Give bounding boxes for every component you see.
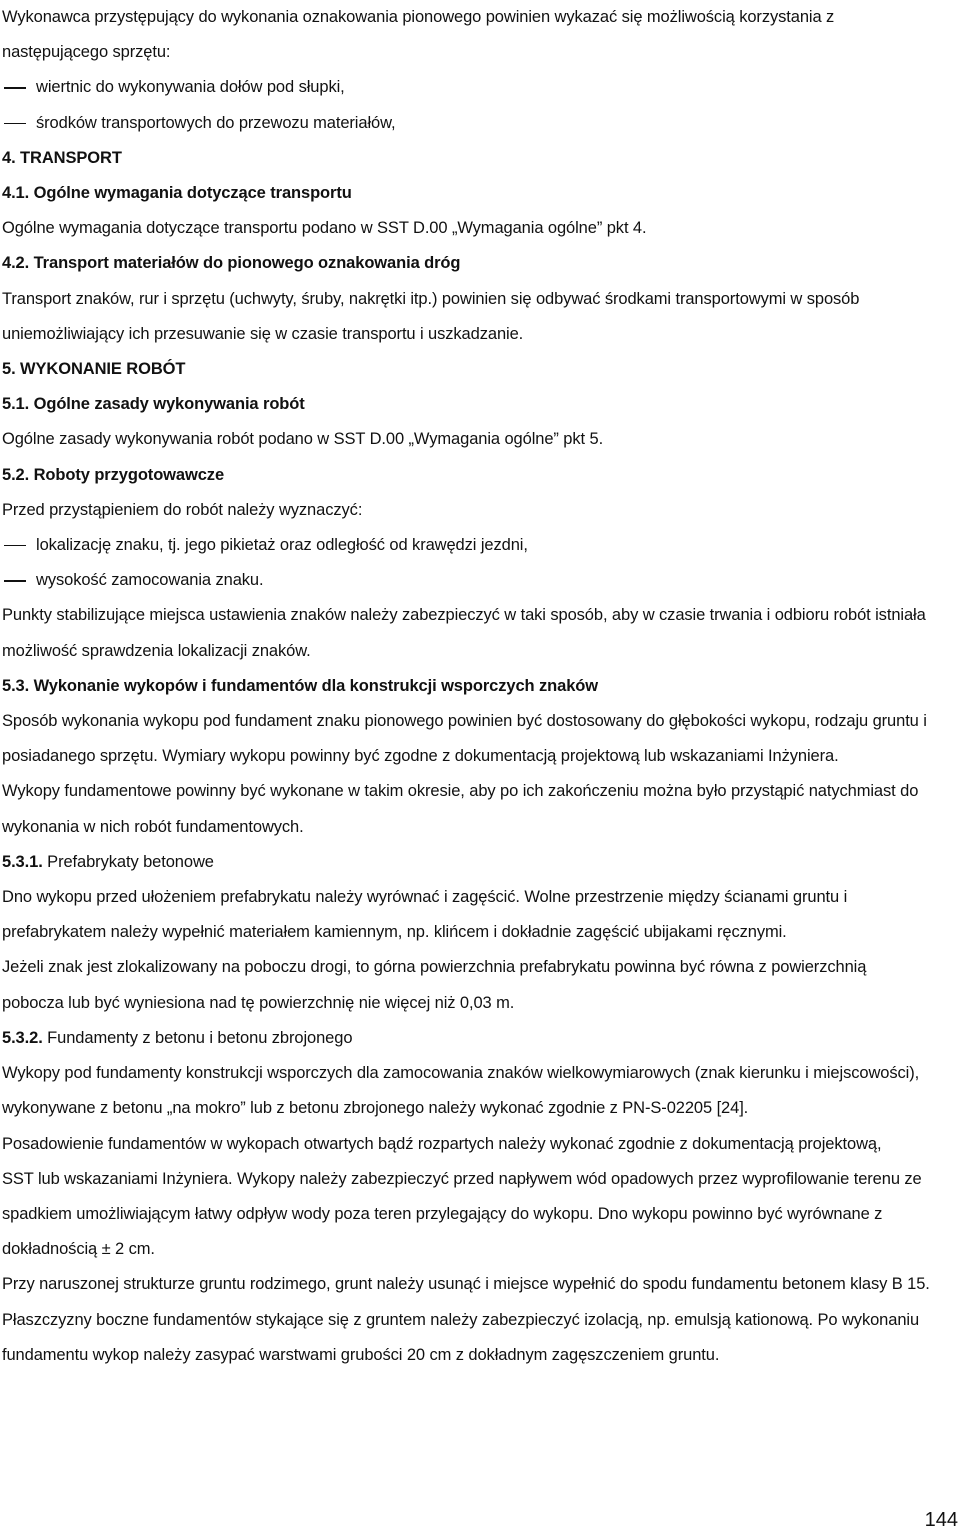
dash-bullet-icon bbox=[4, 580, 26, 581]
list-item-text: lokalizację znaku, tj. jego pikietaż oraz odległość od krawędzi jezdni, bbox=[36, 536, 528, 555]
heading-number: 5.3.1. bbox=[2, 852, 43, 871]
dash-list-item bbox=[2, 563, 957, 598]
paragraph-line: Sposób wykonania wykopu pod fundament znaku pionowego powinien być dostosowany do głębokości wykopu, rodzaju gruntu i bbox=[2, 712, 927, 731]
paragraph-line: uniemożliwiający ich przesuwanie się w czasie transportu i uszkadzanie. bbox=[2, 324, 524, 343]
paragraph-line: Przed przystąpieniem do robót należy wyznaczyć: bbox=[2, 500, 363, 519]
document-body bbox=[2, 0, 957, 1373]
paragraph-line: dokładnością ± 2 cm. bbox=[2, 1240, 155, 1259]
list-item-text: środków transportowych do przewozu materiałów, bbox=[36, 113, 396, 132]
heading-title: Fundamenty z betonu i betonu zbrojonego bbox=[47, 1028, 353, 1047]
heading-number: 5.3.2. bbox=[2, 1028, 43, 1047]
dash-bullet-icon bbox=[4, 123, 26, 124]
paragraph-line: wykonania w nich robót fundamentowych. bbox=[2, 817, 304, 836]
paragraph-line: Jeżeli znak jest zlokalizowany na poboczu drogi, to górna powierzchnia prefabrykatu powinna być równa z powierzchnią bbox=[2, 958, 867, 977]
sub-subsection-heading bbox=[2, 1021, 957, 1056]
paragraph-line: Płaszczyzny boczne fundamentów stykające się z gruntem należy zabezpieczyć izolacją, np. emulsją kationową. Po wykonaniu bbox=[2, 1310, 920, 1329]
page-number: 144 bbox=[924, 1509, 958, 1531]
paragraph-line: Przy naruszonej strukturze gruntu rodzimego, grunt należy usunąć i miejsce wypełnić do spodu fundamentu betonem klasy B 15. bbox=[2, 1275, 930, 1294]
dash-list-item bbox=[2, 106, 957, 141]
paragraph-line: Punkty stabilizujące miejsca ustawienia znaków należy zabezpieczyć w taki sposób, aby w czasie trwania i odbioru robót istniała bbox=[2, 606, 926, 625]
paragraph-line: fundamentu wykop należy zasypać warstwami grubości 20 cm z dokładnym zagęszczeniem gruntu. bbox=[2, 1345, 720, 1364]
paragraph-line: Transport znaków, rur i sprzętu (uchwyty, śruby, nakrętki itp.) powinien się odbywać środkami transportowymi w sposób bbox=[2, 289, 860, 308]
section-heading: 5. WYKONANIE ROBÓT bbox=[2, 360, 186, 379]
heading-title: Prefabrykaty betonowe bbox=[47, 852, 214, 871]
paragraph-line: Wykonawca przystępujący do wykonania oznakowania pionowego powinien wykazać się możliwością korzystania z bbox=[2, 8, 835, 26]
paragraph-line: Wykopy pod fundamenty konstrukcji wsporczych dla zamocowania znaków wielkowymiarowych (znak kierunku i miejscowości), bbox=[2, 1064, 920, 1083]
paragraph-line: wykonywane z betonu „na mokro” lub z betonu zbrojonego należy wykonać zgodnie z PN-S-02205 [24]. bbox=[2, 1099, 749, 1118]
paragraph-line: pobocza lub być wyniesiona nad tę powierzchnię nie więcej niż 0,03 m. bbox=[2, 993, 515, 1012]
subsection-heading: 4.1. Ogólne wymagania dotyczące transportu bbox=[2, 184, 352, 203]
dash-bullet-icon bbox=[4, 545, 26, 546]
subsection-heading: 5.2. Roboty przygotowawcze bbox=[2, 465, 225, 484]
paragraph-line: następującego sprzętu: bbox=[2, 43, 171, 62]
section-heading: 4. TRANSPORT bbox=[2, 148, 122, 167]
subsection-heading: 5.1. Ogólne zasady wykonywania robót bbox=[2, 395, 305, 414]
subsection-heading: 5.3. Wykonanie wykopów i fundamentów dla konstrukcji wsporczych znaków bbox=[2, 676, 598, 695]
paragraph-line: posiadanego sprzętu. Wymiary wykopu powinny być zgodne z dokumentacją projektową lub wskazaniami Inżyniera. bbox=[2, 747, 839, 766]
paragraph-line: SST lub wskazaniami Inżyniera. Wykopy należy zabezpieczyć przed napływem wód opadowych przez wyprofilowanie terenu ze bbox=[2, 1169, 922, 1188]
dash-list-item bbox=[2, 70, 957, 105]
paragraph-line: spadkiem umożliwiającym łatwy odpływ wody poza teren przylegający do wykopu. Dno wykopu powinno być wyrównane z bbox=[2, 1204, 883, 1223]
dash-list-item bbox=[2, 528, 957, 563]
paragraph-line: możliwość sprawdzenia lokalizacji znaków. bbox=[2, 641, 311, 660]
subsection-heading: 4.2. Transport materiałów do pionowego oznakowania dróg bbox=[2, 254, 461, 273]
paragraph-line: Ogólne zasady wykonywania robót podano w SST D.00 „Wymagania ogólne” pkt 5. bbox=[2, 430, 604, 449]
dash-bullet-icon bbox=[4, 87, 26, 88]
paragraph-line: Dno wykopu przed ułożeniem prefabrykatu należy wyrównać i zagęścić. Wolne przestrzenie między ścianami gruntu i bbox=[2, 888, 848, 907]
paragraph-line: Posadowienie fundamentów w wykopach otwartych bądź rozpartych należy wykonać zgodnie z dokumentacją projektową, bbox=[2, 1134, 882, 1153]
list-item-text: wiertnic do wykonywania dołów pod słupki, bbox=[36, 78, 345, 97]
paragraph-line: Ogólne wymagania dotyczące transportu podano w SST D.00 „Wymagania ogólne” pkt 4. bbox=[2, 219, 647, 238]
sub-subsection-heading bbox=[2, 845, 957, 880]
paragraph-line: prefabrykatem należy wypełnić materiałem kamiennym, np. klińcem i dokładnie zagęścić ubijakami ręcznymi. bbox=[2, 923, 787, 942]
list-item-text: wysokość zamocowania znaku. bbox=[36, 571, 264, 590]
paragraph-line: Wykopy fundamentowe powinny być wykonane w takim okresie, aby po ich zakończeniu można było przystąpić natychmiast do bbox=[2, 782, 919, 801]
